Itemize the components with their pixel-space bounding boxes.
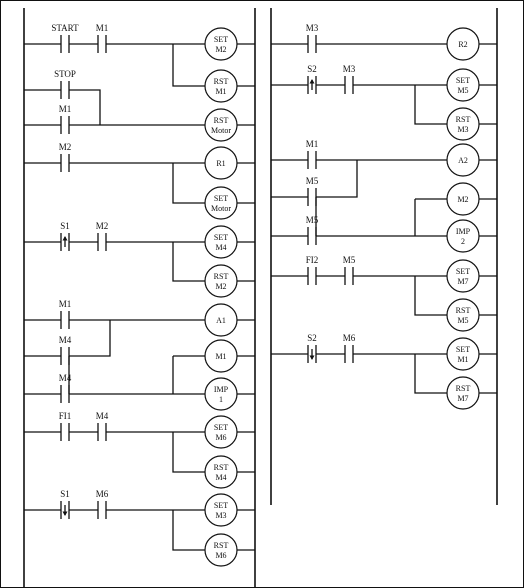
contact-label: M5 <box>342 255 356 265</box>
coil-operand: M3 <box>215 511 227 520</box>
coil-circle <box>205 226 237 258</box>
coil-circle <box>205 534 237 566</box>
coil-circle <box>205 416 237 448</box>
coil-circle <box>205 28 237 60</box>
contact-label: M3 <box>305 23 319 33</box>
coil-set-m7 <box>447 260 479 292</box>
coil-operation: RST <box>213 77 229 86</box>
coil-circle <box>447 377 479 409</box>
coil-operation: RST <box>455 115 471 124</box>
contact-m6 <box>96 489 109 519</box>
edge-arrowhead <box>63 512 68 517</box>
coil-operand: M2 <box>215 45 227 54</box>
coil-rst-m3 <box>447 108 479 140</box>
contact-label: M5 <box>305 215 319 225</box>
coil-label: R1 <box>216 159 226 168</box>
coil-a2 <box>447 144 479 176</box>
coil-r2 <box>447 28 479 60</box>
coil-r1 <box>205 147 237 179</box>
coil-a1 <box>205 304 237 336</box>
coil-operation: SET <box>213 423 229 432</box>
contact-m3 <box>343 64 356 94</box>
contact-label: M6 <box>95 489 109 499</box>
coil-operand: M5 <box>457 86 469 95</box>
contact-m4 <box>59 335 72 365</box>
edge-arrowhead <box>310 356 315 361</box>
coil-operation: IMP <box>213 385 229 394</box>
contact-label: S1 <box>60 221 70 231</box>
coil-set-motor <box>205 187 237 219</box>
coil-set-m6 <box>205 416 237 448</box>
coil-rst-m5 <box>447 299 479 331</box>
coil-operand: M3 <box>457 125 469 134</box>
contact-m4 <box>96 411 109 441</box>
coil-operand: M6 <box>215 433 227 442</box>
coil-operand: M6 <box>215 551 227 560</box>
coil-rst-m7 <box>447 377 479 409</box>
coil-circle <box>205 265 237 297</box>
coil-set-m4 <box>205 226 237 258</box>
contact-label: M5 <box>305 176 319 186</box>
contact-stop <box>54 69 76 99</box>
coil-operation: SET <box>213 35 229 44</box>
coil-operand: M4 <box>215 473 227 482</box>
coil-operation: SET <box>455 345 471 354</box>
coil-operand: M1 <box>457 355 469 364</box>
contact-label: S2 <box>307 64 317 74</box>
contact-label: M2 <box>58 142 72 152</box>
coil-set-m3 <box>205 494 237 526</box>
coil-operation: RST <box>213 116 229 125</box>
coils-layer <box>205 28 479 566</box>
coil-operand: 2 <box>461 237 465 246</box>
coil-operation: SET <box>213 501 229 510</box>
coil-label: A1 <box>216 316 226 325</box>
coil-operation: SET <box>213 233 229 242</box>
coil-rst-m6 <box>205 534 237 566</box>
coil-operand: M2 <box>215 282 227 291</box>
edge-arrowhead <box>63 236 68 241</box>
contact-label: START <box>51 23 79 33</box>
coil-circle <box>205 109 237 141</box>
contact-label: FI2 <box>305 255 319 265</box>
wiring <box>24 44 497 550</box>
contact-m1 <box>96 23 109 53</box>
coil-label: M1 <box>215 352 227 361</box>
contact-s2 <box>307 333 317 363</box>
contact-label: FI1 <box>58 411 72 421</box>
coil-rst-m1 <box>205 70 237 102</box>
contact-m5 <box>306 215 319 245</box>
contact-label: M1 <box>305 139 319 149</box>
contact-start <box>51 23 79 53</box>
contact-fi1 <box>59 411 72 441</box>
contact-label: M6 <box>342 333 356 343</box>
coil-operation: RST <box>213 272 229 281</box>
coil-circle <box>205 378 237 410</box>
coil-operation: RST <box>213 541 229 550</box>
coil-label: A2 <box>458 156 468 165</box>
coil-set-m1 <box>447 338 479 370</box>
contact-m4 <box>59 373 72 403</box>
coil-operation: RST <box>455 306 471 315</box>
diagram-frame <box>1 1 524 588</box>
coil-operand: Motor <box>211 126 231 135</box>
coil-operand: M1 <box>215 87 227 96</box>
contact-label: S1 <box>60 489 70 499</box>
coil-rst-m2 <box>205 265 237 297</box>
contact-s2 <box>307 64 317 94</box>
coil-operand: M4 <box>215 243 227 252</box>
coil-circle <box>205 187 237 219</box>
coil-label: R2 <box>458 40 468 49</box>
contact-fi2 <box>306 255 319 285</box>
coil-imp-2 <box>447 220 479 252</box>
coil-m2 <box>447 183 479 215</box>
coil-operand: M7 <box>457 277 469 286</box>
coil-circle <box>447 338 479 370</box>
coil-circle <box>205 494 237 526</box>
contact-m3 <box>306 23 319 53</box>
contact-label: M4 <box>95 411 109 421</box>
contact-label: M4 <box>58 373 72 383</box>
coil-circle <box>447 299 479 331</box>
contact-label: M2 <box>95 221 109 231</box>
coil-circle <box>447 69 479 101</box>
coil-operation: SET <box>213 194 229 203</box>
coil-operand: M7 <box>457 394 469 403</box>
coil-imp-1 <box>205 378 237 410</box>
contact-m5 <box>343 255 356 285</box>
contact-label: M4 <box>58 335 72 345</box>
contact-label: S2 <box>307 333 317 343</box>
contact-label: M1 <box>58 299 72 309</box>
coil-circle <box>447 260 479 292</box>
coil-operation: SET <box>455 267 471 276</box>
contact-label: M1 <box>58 104 72 114</box>
contact-m2 <box>59 142 72 172</box>
contact-label: M3 <box>342 64 356 74</box>
coil-operation: SET <box>455 76 471 85</box>
coil-circle <box>205 70 237 102</box>
coil-operand: 1 <box>219 395 223 404</box>
coil-operation: RST <box>455 384 471 393</box>
contact-m1 <box>59 104 72 134</box>
contact-m5 <box>306 176 319 206</box>
contacts-layer <box>51 23 355 519</box>
coil-circle <box>447 220 479 252</box>
coil-operand: M5 <box>457 316 469 325</box>
contact-label: M1 <box>95 23 109 33</box>
coil-circle <box>205 456 237 488</box>
coil-label: M2 <box>457 195 469 204</box>
coil-operation: RST <box>213 463 229 472</box>
coil-set-m2 <box>205 28 237 60</box>
contact-m6 <box>343 333 356 363</box>
coil-circle <box>447 108 479 140</box>
coil-rst-m4 <box>205 456 237 488</box>
contact-s1 <box>60 221 70 251</box>
edge-arrowhead <box>310 79 315 84</box>
contact-m1 <box>306 139 319 169</box>
coil-m1 <box>205 340 237 372</box>
coil-operand: Motor <box>211 204 231 213</box>
contact-s1 <box>60 489 70 519</box>
coil-set-m5 <box>447 69 479 101</box>
contact-m1 <box>59 299 72 329</box>
contact-m2 <box>96 221 109 251</box>
coil-operation: IMP <box>455 227 471 236</box>
contact-label: STOP <box>54 69 76 79</box>
coil-rst-motor <box>205 109 237 141</box>
